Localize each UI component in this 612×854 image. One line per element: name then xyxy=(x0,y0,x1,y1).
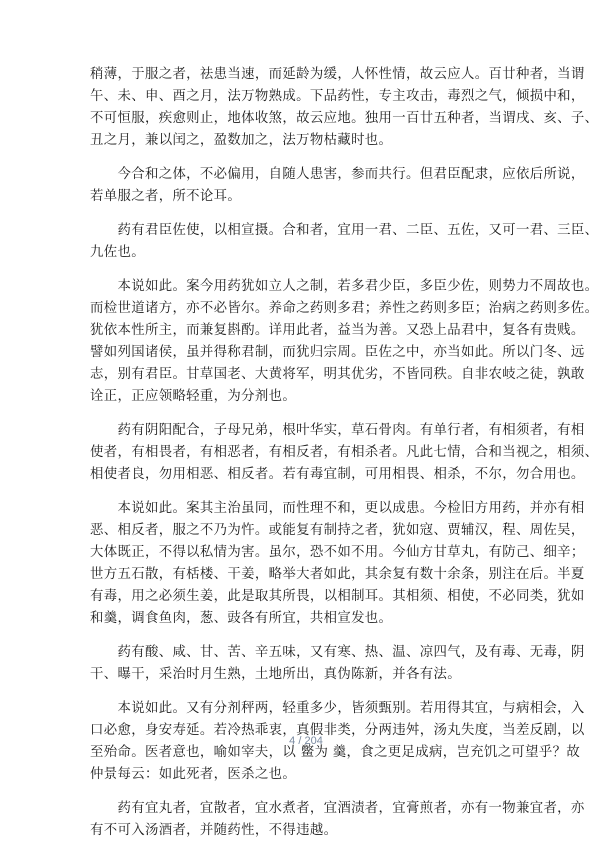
text-line: 午、未、申、酉之月，法万物熟成。下品药性，专主攻击，毒烈之气，倾损中和， xyxy=(90,89,585,104)
text-line: 而检世道诸方，亦不必皆尔。养命之药则多君；养性之药则多臣；治病之药则多佐。 xyxy=(90,301,599,316)
text-line: 不可恒服，疾愈则止，地体收煞，故云应地。独用一百廿五种者，当谓戌、亥、子、 xyxy=(90,111,599,126)
text-line: 干、曝干，采治时月生熟，土地所出，真伪陈新，并各有法。 xyxy=(90,667,461,682)
text-line: 药有君臣佐使，以相宣摄。合和者，宜用一君、二臣、五佐，又可一君、三臣、 xyxy=(90,223,599,238)
text-line: 丑之月，兼以闰之，盈数加之，法万物枯藏时也。 xyxy=(90,133,393,148)
page-number: 4 / 204 xyxy=(289,735,323,747)
text-line: 有毒，用之必须生姜，此是取其所畏，以相制耳。其相须、相使，不必同类，犹如 xyxy=(90,589,585,604)
text-line: 药有阴阳配合，子母兄弟，根叶华实，草石骨肉。有单行者，有相须者，有相 xyxy=(90,423,585,438)
text-line: 恶、相反者，服之不乃为忤。或能复有制持之者，犹如寇、贾辅汉，程、周佐吴， xyxy=(90,523,585,538)
text-line: 使者，有相畏者，有相恶者，有相反者，有相杀者。凡此七情，合和当视之，相须、 xyxy=(90,445,599,460)
text-line: 有不可入汤酒者，并随药性，不得违越。 xyxy=(90,823,338,838)
paragraph xyxy=(90,64,599,152)
text-line: 本说如此。案其主治虽同，而性理不和，更以成患。今检旧方用药，并亦有相 xyxy=(90,501,585,516)
text-line: 譬如列国诸侯，虽并得称君制，而犹归宗周。臣佐之中，亦当如此。所以门冬、远 xyxy=(90,345,585,360)
text-line: 药有宜丸者，宜散者，宜水煮者，宜酒渍者，宜膏煎者，亦有一物兼宜者，亦 xyxy=(90,801,585,816)
text-line: 仲景每云：如此死者，医杀之也。 xyxy=(90,767,297,782)
text-line: 今合和之体，不必偏用，自随人患害，参而共行。但君臣配隶，应依后所说， xyxy=(90,167,585,182)
paragraph xyxy=(90,276,599,408)
text-line: 稍薄，于服之者，祛患当速，而延龄为缓，人怀性情，故云应人。百廿种者，当谓 xyxy=(90,67,585,82)
text-line: 本说如此。又有分剂秤两，轻重多少，皆须甄别。若用得其宜，与病相会，入 xyxy=(90,701,585,716)
text-line: 犹依本性所主，而兼复斟酌。详用此者，益当为善。又恐上品君中，复各有贵贱。 xyxy=(90,323,585,338)
text-line: 口必愈，身安寿延。若冷热乖衷，真假非类，分两违舛，汤丸失度，当差反剧，以 xyxy=(90,723,585,738)
paragraph xyxy=(90,420,599,486)
text-line: 药有酸、咸、甘、苦、辛五味，又有寒、热、温、凉四气，及有毒、无毒，阴 xyxy=(90,645,585,660)
paragraph xyxy=(90,164,585,208)
paragraph xyxy=(90,498,585,630)
paragraph xyxy=(90,798,585,842)
text-line: 和羹，调食鱼肉，葱、豉各有所宜，共相宣发也。 xyxy=(90,611,393,626)
text-line: 相使者良，勿用相恶、相反者。若有毒宜制，可用相畏、相杀，不尔，勿合用也。 xyxy=(90,467,585,482)
text-line: 本说如此。案今用药犹如立人之制，若多君少臣，多臣少佐，则势力不周故也。 xyxy=(90,279,599,294)
text-line: 诠正，正应领略轻重，为分剂也。 xyxy=(90,389,297,404)
paragraph xyxy=(90,220,599,264)
text-line: 世方五石散，有栝楼、干姜，略举大者如此，其余复有数十余条，别注在后。半夏 xyxy=(90,567,585,582)
text-line: 大体既正，不得以私情为害。虽尔，恐不如不用。今仙方甘草丸，有防己、细辛； xyxy=(90,545,585,560)
paragraph xyxy=(90,642,585,686)
text-line: 九佐也。 xyxy=(90,245,145,260)
text-line: 若单服之者，所不论耳。 xyxy=(90,189,242,204)
text-line: 至殆命。医者意也，喻如宰夫，以 鳖为 羹，食之更足成病，岂充饥之可望乎？故 xyxy=(90,745,581,760)
text-line: 志，别有君臣。甘草国老、大黄将军，明其优劣，不皆同秩。自非农岐之徒，孰敢 xyxy=(90,367,585,382)
